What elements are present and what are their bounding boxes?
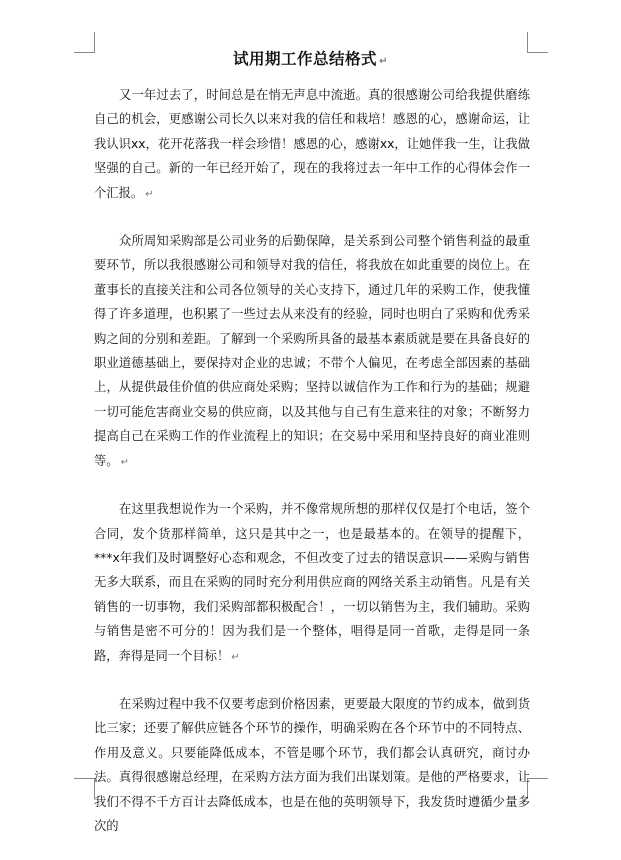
paragraph-text: 在这里我想说作为一个采购，并不像常规所想的那样仅仅是打个电话，签个合同，发个货那样简单，这只是其中之一，也是最基本的。在领导的提醒下，***x年我们及时调整好心态和观念，不但改变了过去的错误意识——采购与销售无多大联系，而且在采购的同时充分利用供应商的网络关系主动销售。凡是有关销售的一切事物，我们采购部都积极配合！，一切以销售为主，我们辅助。采购与销售是密不可分的！因为我们是一个整体，唱得是同一首歌，走得是同一条路，奔得是同一个目标！ — [94, 502, 530, 663]
paragraph-text: 在采购过程中我不仅要考虑到价格因素，更要最大限度的节约成本，做到货比三家；还要了解供应链各个环节的操作，明确采购在各个环节中的不同特点、作用及意义。只要能降低成本，不管是哪个环节，我们都会认真研究，商讨办法。真得很感谢总经理，在采购方法方面为我们出谋划策。是他的严格要求，让我们不得不千方百计去降低成本，也是在他的英明领导下，我发货时遵循少量多次的 — [94, 696, 530, 833]
paragraph-3 — [94, 497, 530, 670]
crop-mark-bottom-left — [74, 778, 95, 799]
document-title — [0, 47, 621, 69]
paragraph-text: 又一年过去了，时间总是在悄无声息中流逝。真的很感谢公司给我提供磨练自己的机会，更感谢公司长久以来对我的信任和栽培！感恩的心，感谢命运，让我认识xx，花开花落我一样会珍惜！感恩的心，感谢xx，让她伴我一生，让我做坚强的自己。新的一年已经开始了，现在的我将过去一年中工作的心得体会作一个汇报。 — [94, 88, 530, 200]
paragraph-4 — [94, 692, 530, 838]
paragraph-mark-icon: ↵ — [231, 651, 240, 663]
paragraph-1 — [94, 83, 530, 207]
paragraph-mark-icon: ↵ — [379, 56, 388, 67]
document-body[interactable] — [94, 83, 530, 860]
paragraph-mark-icon: ↵ — [120, 456, 129, 468]
title-text: 试用期工作总结格式 — [233, 50, 378, 68]
paragraph-text: 众所周知采购部是公司业务的后勤保障，是关系到公司整个销售利益的最重要环节，所以我很感谢公司和领导对我的信任，将我放在如此重要的岗位上。在董事长的直接关注和公司各位领导的关心支持下，通过几年的采购工作，使我懂得了许多道理，也积累了一些过去从来没有的经验，同时也明白了采购和优秀采购之间的分别和差距。了解到一个采购所具备的最基本素质就是要在具备良好的职业道德基础上，要保持对企业的忠诚；不带个人偏见，在考虑全部因素的基础上，从提供最佳价值的供应商处采购；坚持以诚信作为工作和行为的基础；规避一切可能危害商业交易的供应商，以及其他与自己有生意来往的对象；不断努力提高自己在采购工作的作业流程上的知识；在交易中采用和坚持良好的商业准则等。 — [94, 234, 530, 468]
paragraph-mark-icon: ↵ — [145, 188, 154, 200]
crop-mark-bottom-right — [527, 778, 548, 799]
paragraph-2 — [94, 229, 530, 475]
